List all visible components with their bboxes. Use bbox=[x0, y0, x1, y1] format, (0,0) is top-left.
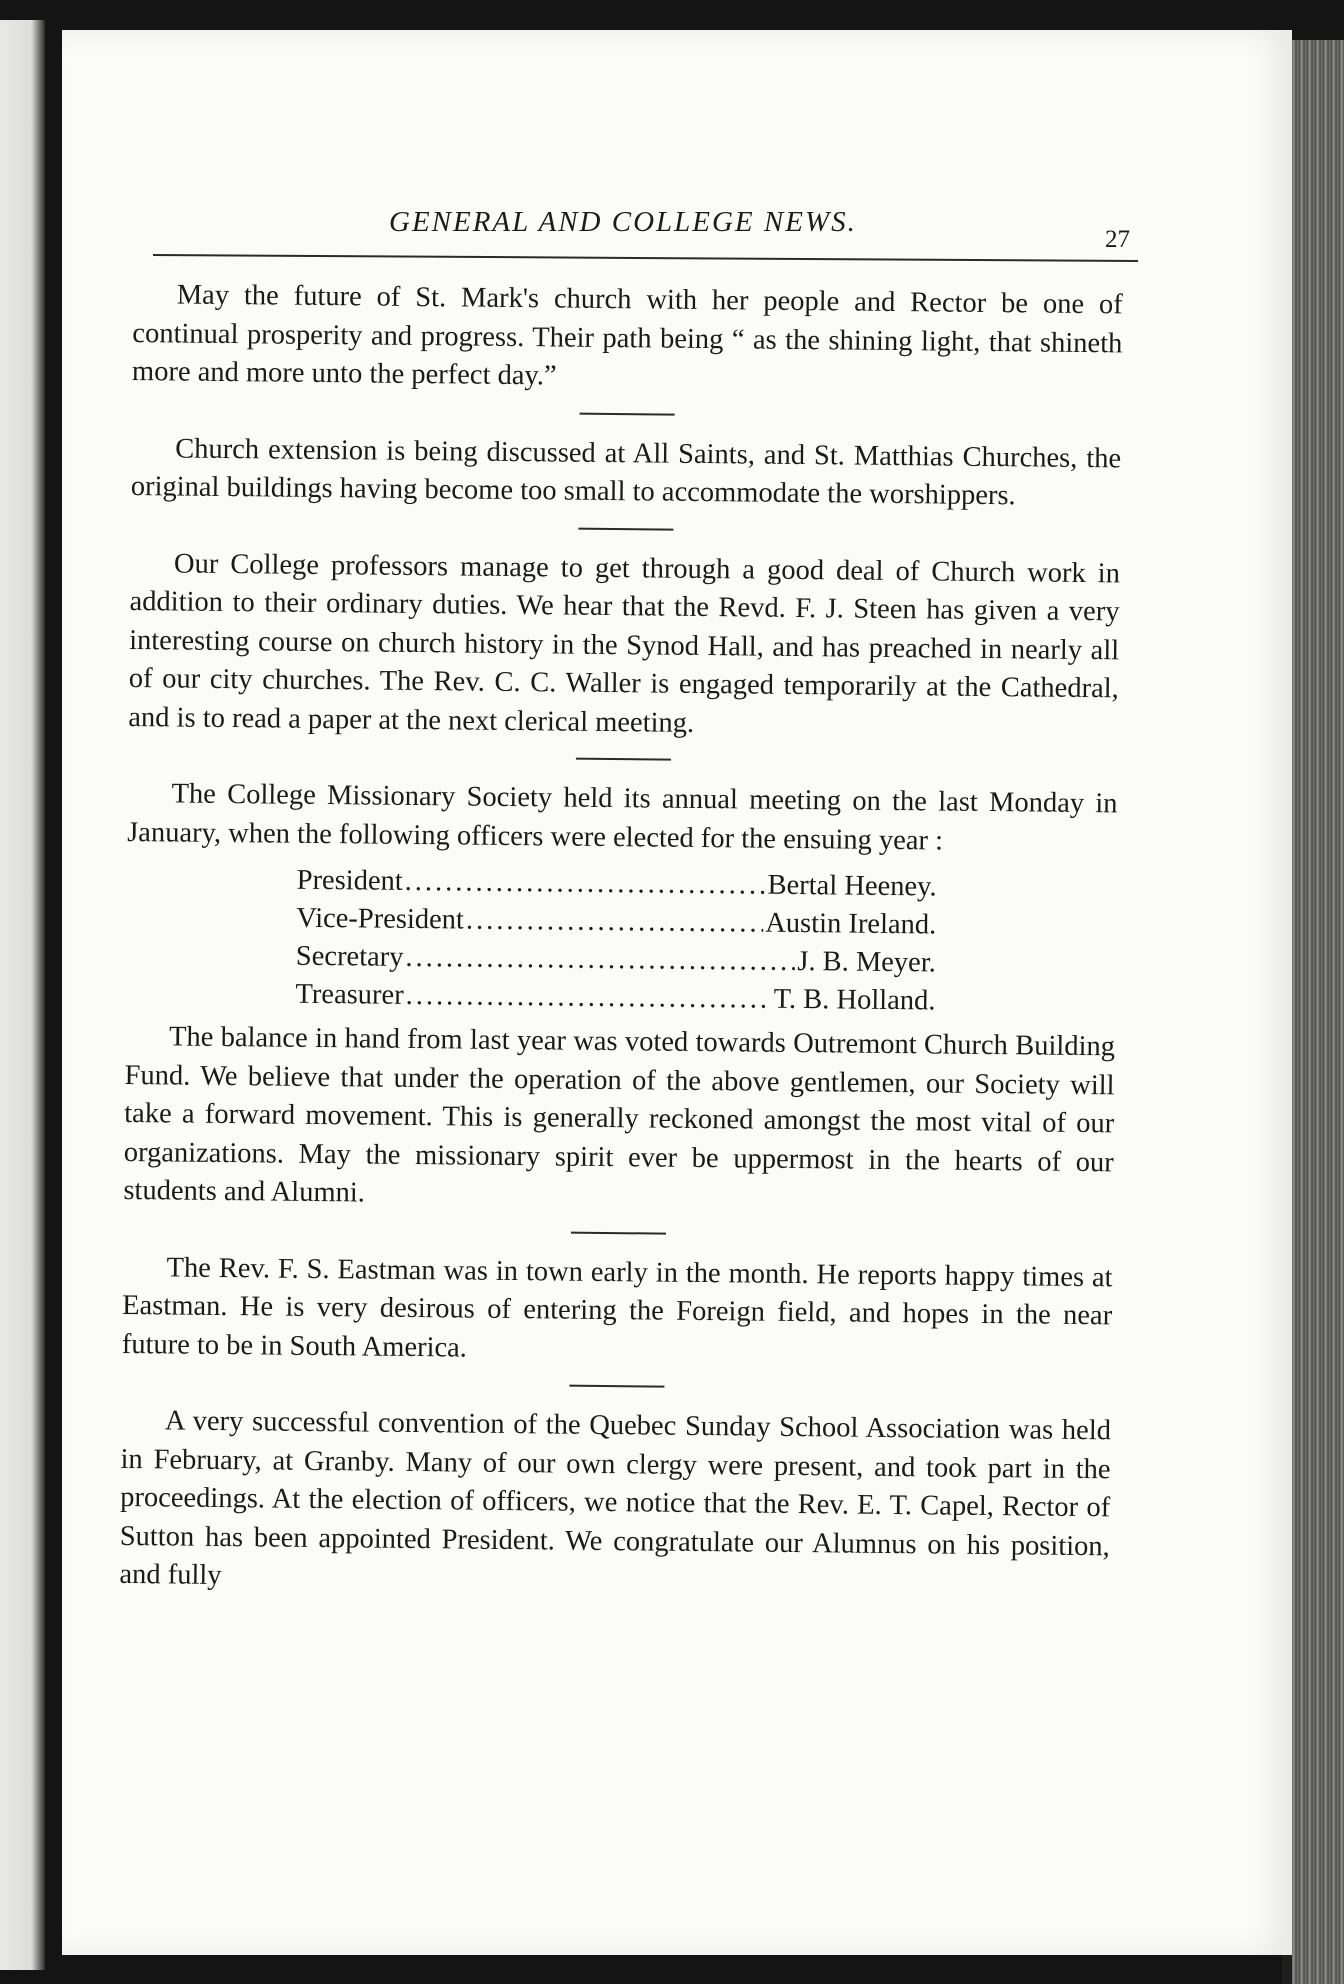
officer-name: Austin Ireland. bbox=[765, 907, 937, 941]
officer-row bbox=[296, 938, 936, 983]
section-divider bbox=[569, 1385, 664, 1388]
officer-row bbox=[296, 862, 936, 907]
dot-leader bbox=[405, 863, 766, 905]
section-divider bbox=[578, 527, 673, 530]
officer-office: Treasurer bbox=[295, 978, 404, 1011]
left-page-edge bbox=[0, 20, 45, 1970]
officer-office: President bbox=[296, 864, 403, 897]
officer-name: J. B. Meyer. bbox=[797, 945, 937, 979]
running-head: GENERAL AND COLLEGE NEWS. bbox=[389, 206, 857, 238]
dot-leader bbox=[405, 977, 771, 1019]
paragraph-college-professors: Our College professors manage to get through a good deal of Church work in addition to their ordinary duties. We hear that the Revd. F. J. Steen has given a very interesting course on church history in the Synod Hall, and has preached in nearly all of our city churches. The Rev. C. C. Waller is engaged temporarily at the Cathedral, and is to read a paper at the next clerical meeting. bbox=[128, 547, 1121, 739]
officer-row bbox=[295, 976, 935, 1021]
page-body bbox=[119, 276, 1123, 1605]
paragraph-church-extension: Church extension is being discussed at All Saints, and St. Matthias Churches, the original buildings having become too small to accommodate the worshippers. bbox=[130, 432, 1122, 512]
officer-name: Bertal Heeney. bbox=[767, 869, 937, 903]
page-header bbox=[153, 196, 1138, 266]
officer-office: Secretary bbox=[295, 940, 404, 973]
page-number: 27 bbox=[1105, 226, 1130, 253]
officer-name: T. B. Holland. bbox=[773, 983, 936, 1017]
dot-leader bbox=[405, 939, 795, 982]
paragraph-st-marks: May the future of St. Mark's church with her people and Rector be one of continual prosperity and progress. Their path being “ as the shining light, that shineth more and more unto the perfect day.” bbox=[131, 279, 1123, 392]
header-rule bbox=[153, 254, 1138, 262]
paragraph-sunday-school-convention: A very successful convention of the Quebec Sunday School Association was held in February, at Granby. Many of our own clergy were present, and took part in the proceedings. At the election of officers, we notice that the Rev. E. T. Capel, Rector of Sutton has been appointed President. We congratulate our Alumnus on his position, and fully bbox=[119, 1405, 1112, 1591]
paragraph-rev-eastman: The Rev. F. S. Eastman was in town early in the month. He reports happy times at Eastman. He is very desirous of entering the Foreign field, and hopes in the near future to be in South America. bbox=[121, 1251, 1113, 1364]
officer-row bbox=[296, 900, 936, 945]
paragraph-balance-in-hand: The balance in hand from last year was voted towards Outremont Church Building Fund. We believe that under the operation of the above gentlemen, our Society will take a forward movement. This is generally reckoned amongst the most vital of our organizations. May the missionary spirit ever be uppermost in the hearts of our students and Alumni. bbox=[123, 1021, 1116, 1209]
paragraph-missionary-society: The College Missionary Society held its annual meeting on the last Monday in January, when the following officers were elected for the ensuing year : bbox=[127, 778, 1118, 857]
section-divider bbox=[579, 412, 674, 415]
section-divider bbox=[575, 758, 670, 761]
officer-office: Vice-President bbox=[296, 902, 465, 936]
section-divider bbox=[571, 1231, 666, 1234]
dot-leader bbox=[466, 902, 764, 944]
officers-list bbox=[295, 862, 937, 1021]
book-spine bbox=[1292, 40, 1344, 1984]
